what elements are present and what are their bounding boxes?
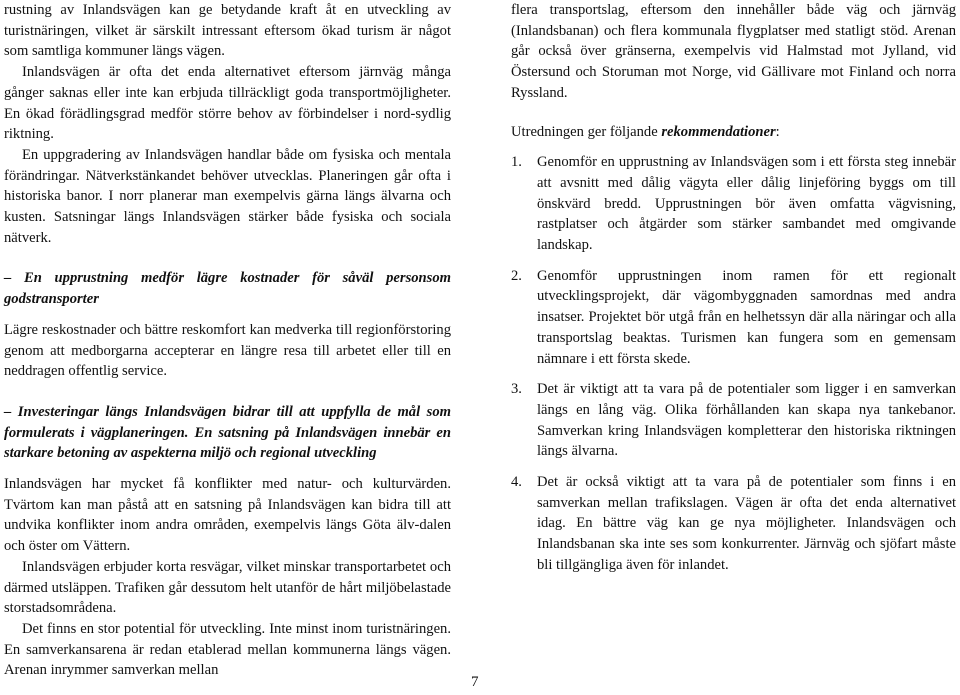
paragraph: Inlandsvägen erbjuder korta resvägar, vilket minskar transportarbetet och därmed utsläppen. Trafiken går dessutom helt utanför de hårt miljöbelastade storstadsområdena. (4, 558, 451, 617)
item-number: 4. (511, 474, 522, 491)
item-number: 3. (511, 381, 522, 398)
paragraph: rustning av Inlandsvägen kan ge betydande kraft åt en utveckling av turistnäringen, vilket är särskilt intressant eftersom ökad turism är något som samtliga kommuner längs vägen. (4, 2, 451, 60)
intro-colon: : (775, 123, 780, 140)
paragraph: Det finns en stor potential för utveckling. Inte minst inom turistnäringen. En samverkansarena är redan etablerad mellan kommunerna längs vägen. Arenan inrymmer samverkan mellan (4, 620, 451, 679)
list-item (511, 379, 956, 462)
intro-text: Utredningen ger följande (511, 123, 662, 140)
item-text: Genomför upprustningen inom ramen för ett regionalt utvecklingsprojekt, där vägombyggnaden samordnas med andra insatser. Projektet bör utgå från en helhetssyn där alla näringar och alla transportslag beaktas. Turismen kan fungera som en gemensam nämnare i ett första skede. (537, 267, 956, 367)
paragraph: Inlandsvägen har mycket få konflikter med natur- och kulturvärden. Tvärtom kan man påstå att en satsning på Inlandsvägen kan bidra till att undvika konflikter inom andra områden, exempelvis längs Göta älv-dalen och öster om Vättern. (4, 476, 451, 555)
item-number: 1. (511, 154, 522, 171)
right-column (511, 0, 956, 586)
paragraph: En uppgradering av Inlandsvägen handlar både om fysiska och mentala förändringar. Nätverkstänkandet behöver utvecklas. Planeringen går ofta i historiska banor. I norr planerar man exempelvis gärna längs älvarna och kusten. Satsningar längs Inlandsvägen stärker både fysiska och sociala nätverk. (4, 146, 451, 246)
list-item (511, 152, 956, 256)
recommendations-list (511, 152, 956, 575)
item-text: Det är också viktigt att ta vara på de potentialer som finns i en samverkan mellan trafikslagen. Vägen är ofta det enda alternativet idag. En bättre väg kan ge nya möjligheter. Inlandsvägen och Inlandsbanan ska inte ses som konkurrenter. Järnväg och sjöfart måste bli tillgängliga även för inlandet. (537, 474, 956, 573)
left-column (4, 0, 451, 681)
page-number: 7 (471, 674, 479, 690)
section-heading: – Investeringar längs Inlandsvägen bidrar till att uppfylla de mål som formulerats i vägplaneringen. En satsning på Inlandsvägen innebär en starkare betoning av aspekterna miljö och regional utveckling (4, 403, 451, 462)
paragraph: Lägre reskostnader och bättre reskomfort kan medverka till regionförstoring genom att medborgarna accepterar en längre resa till arbetet eller till en neddragen offentlig service. (4, 321, 451, 380)
recommendations-intro (511, 122, 956, 143)
paragraph: Inlandsvägen är ofta det enda alternativet eftersom järnväg många gånger saknas eller inte kan erbjuda tillräckligt goda transportmöjligheter. En ökad förädlingsgrad medför större behov av förbindelser i nord-sydlig riktning. (4, 64, 451, 143)
item-text: Genomför en upprustning av Inlandsvägen som i ett första steg innebär att avsnitt med dålig vägyta eller dålig linjeföring byggs om till önskvärd bredd. Upprustningen bör även omfatta vägvisning, rastplatser och åtgärder som stärker sambandet med omgivande landskap. (537, 154, 956, 254)
item-text: Det är viktigt att ta vara på de potentialer som ligger i en samverkan längs en lång väg. Olika förhållanden kan skapa nya tankebanor. Samverkan kring Inlandsvägen kompletterar den historiska riktningen längs älvarna. (537, 381, 956, 460)
item-number: 2. (511, 267, 522, 284)
paragraph: flera transportslag, eftersom den innehåller både väg och järnväg (Inlandsbanan) och flera kommunala flygplatser med statligt stöd. Arenan går också över gränserna, exempelvis vid Halmstad mot Jylland, vid Östersund och Storuman mot Norge, vid Gällivare mot Finland och norra Ryssland. (511, 2, 956, 101)
list-item (511, 472, 956, 576)
intro-emphasis: rekommendationer (661, 123, 776, 140)
section-heading: – En upprustning medför lägre kostnader för såväl personsom godstransporter (4, 270, 451, 308)
list-item (511, 266, 956, 370)
